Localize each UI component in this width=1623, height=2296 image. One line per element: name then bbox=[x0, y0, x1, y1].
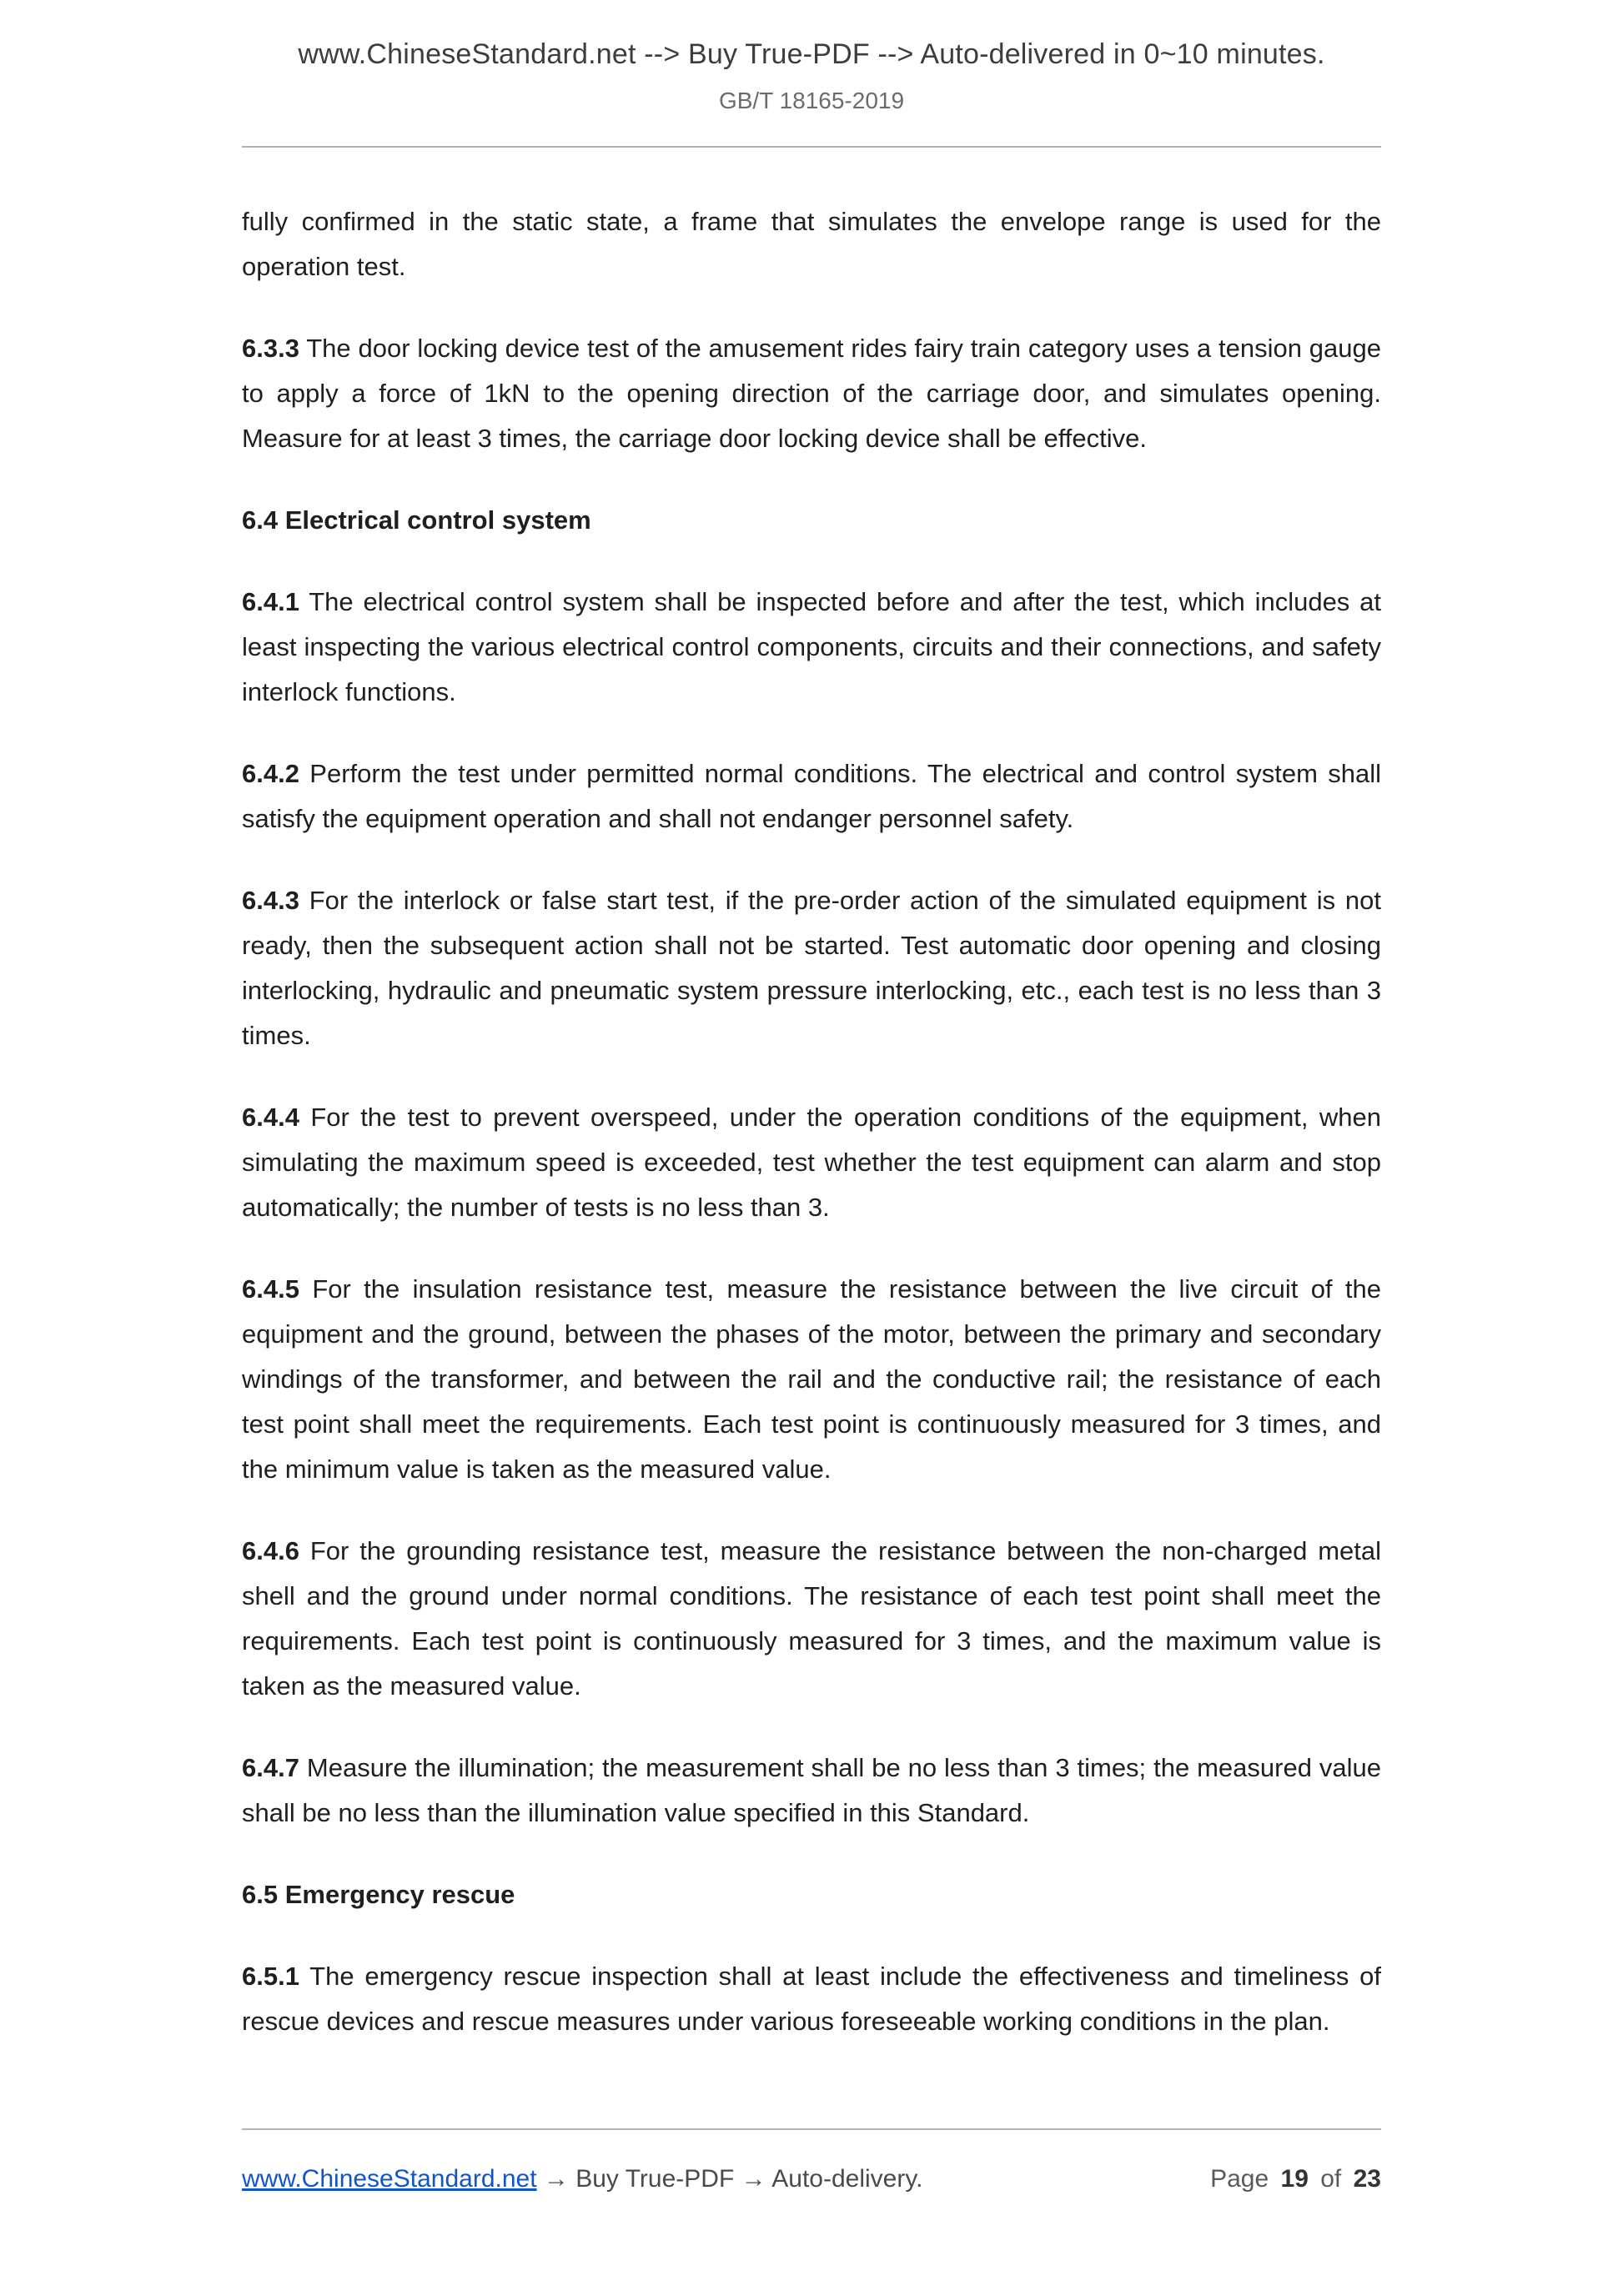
clause-number: 6.5.1 bbox=[242, 1962, 299, 1991]
clause-text: The emergency rescue inspection shall at least include the effectiveness and timeliness of rescue devices and rescue measures under various foreseeable working conditions in the plan. bbox=[242, 1962, 1381, 2036]
clause-6-4-1 bbox=[242, 580, 1381, 715]
clause-number: 6.4.4 bbox=[242, 1103, 299, 1132]
page-footer bbox=[242, 2128, 1381, 2193]
document-content bbox=[242, 148, 1381, 2044]
footer-link[interactable]: www.ChineseStandard.net bbox=[242, 2165, 537, 2193]
doc-number: GB/T 18165-2019 bbox=[718, 88, 905, 113]
clause-6-4-7 bbox=[242, 1746, 1381, 1836]
clause-text: The electrical control system shall be inspected before and after the test, which includes at least inspecting the various electrical control components, circuits and their connections, and safety interlock functions. bbox=[242, 587, 1381, 706]
footer-tagline-rest: → Buy True-PDF → Auto-delivery. bbox=[536, 2165, 923, 2193]
clause-number: 6.4.7 bbox=[242, 1753, 299, 1782]
page-current: 19 bbox=[1280, 2165, 1309, 2193]
footer-divider bbox=[242, 2128, 1381, 2130]
page-indicator bbox=[1205, 2165, 1381, 2193]
clause-6-4-2 bbox=[242, 751, 1381, 842]
clause-text: The door locking device test of the amusement rides fairy train category uses a tension gauge to apply a force of 1kN to the opening direction of the carriage door, and simulates opening. Measure for at least 3 times, the carriage door locking device shall be effective. bbox=[242, 334, 1381, 453]
clause-text: Perform the test under permitted normal conditions. The electrical and control system shall satisfy the equipment operation and shall not endanger personnel safety. bbox=[242, 759, 1381, 833]
paragraph-continuation bbox=[242, 199, 1381, 289]
clause-number: 6.4.6 bbox=[242, 1536, 299, 1565]
clause-text: For the insulation resistance test, measure the resistance between the live circuit of the equipment and the ground, between the phases of the motor, between the primary and secondary windings of the transformer, and between the rail and the conductive rail; the resistance of each test point shall meet the requirements. Each test point is continuously measured for 3 times, and the minimum value is taken as the measured value. bbox=[242, 1274, 1381, 1484]
header-tagline: www.ChineseStandard.net --> Buy True-PDF --> Auto-delivered in 0~10 minutes. bbox=[298, 38, 1325, 70]
clause-text: For the interlock or false start test, if the pre-order action of the simulated equipment is not ready, then the subsequent action shall not be started. Test automatic door opening and closing interlocking, hydraulic and pneumatic system pressure interlocking, etc., each test is no less than 3 times. bbox=[242, 886, 1381, 1050]
clause-6-4-5 bbox=[242, 1267, 1381, 1492]
clause-number: 6.4.1 bbox=[242, 587, 299, 616]
page-header bbox=[0, 0, 1623, 148]
clause-6-5-1 bbox=[242, 1954, 1381, 2044]
page-total: 23 bbox=[1353, 2165, 1381, 2193]
clause-number: 6.4.2 bbox=[242, 759, 299, 788]
clause-6-3-3 bbox=[242, 326, 1381, 461]
section-heading-6-5: 6.5 Emergency rescue bbox=[242, 1880, 515, 1909]
clause-6-4-6 bbox=[242, 1529, 1381, 1709]
section-heading-6-4: 6.4 Electrical control system bbox=[242, 505, 591, 535]
page-label: Page bbox=[1210, 2165, 1269, 2193]
footer-tagline bbox=[242, 2165, 922, 2193]
clause-number: 6.3.3 bbox=[242, 334, 299, 363]
paragraph-text: fully confirmed in the static state, a frame that simulates the envelope range is used for the operation test. bbox=[242, 207, 1381, 281]
clause-text: For the grounding resistance test, measure the resistance between the non-charged metal shell and the ground under normal conditions. The resistance of each test point shall meet the requirements. Each test point is continuously measured for 3 times, and the maximum value is taken as the measured value. bbox=[242, 1536, 1381, 1701]
clause-number: 6.4.5 bbox=[242, 1274, 299, 1304]
clause-6-4-4 bbox=[242, 1095, 1381, 1230]
clause-number: 6.4.3 bbox=[242, 886, 299, 915]
clause-text: For the test to prevent overspeed, under the operation conditions of the equipment, when simulating the maximum speed is exceeded, test whether the test equipment can alarm and stop automatically; the number of tests is no less than 3. bbox=[242, 1103, 1381, 1222]
of-label: of bbox=[1320, 2165, 1342, 2193]
clause-6-4-3 bbox=[242, 878, 1381, 1058]
clause-text: Measure the illumination; the measurement shall be no less than 3 times; the measured value shall be no less than the illumination value specified in this Standard. bbox=[242, 1753, 1381, 1827]
